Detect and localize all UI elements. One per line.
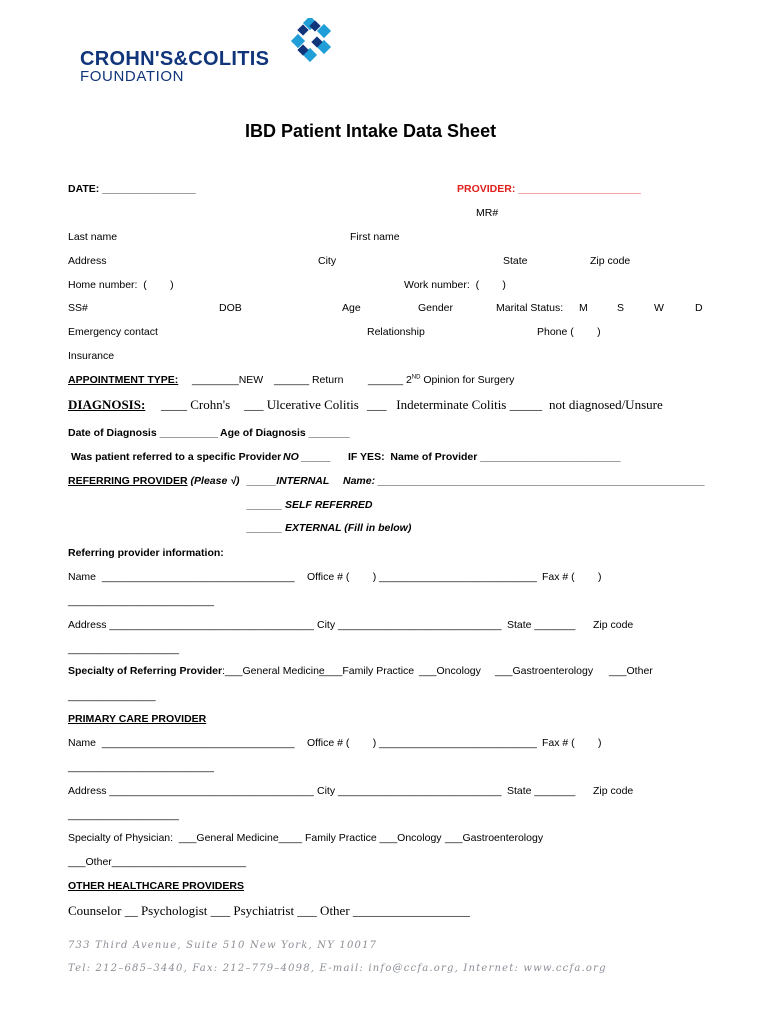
referring-specialty-gastro[interactable]: ___Gastroenterology xyxy=(495,665,594,677)
dob-field[interactable]: DOB xyxy=(219,302,242,314)
other-providers-line[interactable]: Counselor __ Psychologist ___ Psychiatrist ___ Other __________________ xyxy=(68,903,470,918)
age-of-diagnosis-field[interactable]: Age of Diagnosis _______ xyxy=(220,427,350,439)
referring-provider-label: REFERRING PROVIDER (Please √) xyxy=(68,475,240,487)
other-providers-heading: OTHER HEALTHCARE PROVIDERS xyxy=(68,880,244,892)
pcp-zip-field[interactable]: Zip code xyxy=(593,785,634,797)
appointment-return-option[interactable]: ______ Return xyxy=(274,374,344,386)
referring-specialty-general[interactable]: :___General Medicine xyxy=(222,665,325,677)
referral-name-field[interactable]: Name: ________________________________________________________ xyxy=(343,475,706,487)
referring-fax-field[interactable]: Fax # ( ) xyxy=(542,571,602,583)
if-yes-provider-field[interactable]: IF YES: Name of Provider ________________________ xyxy=(348,451,621,463)
pcp-name-field[interactable]: Name _________________________________ xyxy=(68,737,295,749)
referring-specialty-oncology[interactable]: ___Oncology xyxy=(419,665,481,677)
referring-city-field[interactable]: City ____________________________ xyxy=(317,619,502,631)
pcp-specialty-row[interactable]: Specialty of Physician: ___General Medicine____ Family Practice ___Oncology xyxy=(68,832,442,844)
phone-field[interactable]: Phone ( ) xyxy=(537,326,601,338)
emergency-contact-field[interactable]: Emergency contact xyxy=(68,326,158,338)
diagnosis-unsure-option[interactable]: not diagnosed/Unsure xyxy=(549,397,663,412)
provider-field[interactable]: PROVIDER: _____________________ xyxy=(457,183,641,195)
referring-specialty-label: Specialty of Referring Provider xyxy=(68,665,223,677)
referring-office-field[interactable]: Office # ( ) ___________________________ xyxy=(307,571,537,583)
home-number-field[interactable]: Home number: ( ) xyxy=(68,279,174,291)
logo-title: CROHN'S&COLITIS xyxy=(80,48,270,70)
appointment-second-opinion-option[interactable]: ______ 2ND Opinion for Surgery xyxy=(368,374,515,386)
pcp-blank-line[interactable]: _________________________ xyxy=(68,761,214,773)
diagnosis-label: DIAGNOSIS: xyxy=(68,397,146,412)
date-field[interactable]: DATE: ________________ xyxy=(68,183,196,195)
referral-no-option[interactable]: NO _____ xyxy=(283,451,331,463)
appointment-new-option[interactable]: ________NEW xyxy=(192,374,264,386)
age-field[interactable]: Age xyxy=(342,302,361,314)
was-referred-label: Was patient referred to a specific Provider xyxy=(71,451,282,463)
work-number-field[interactable]: Work number: ( ) xyxy=(404,279,506,291)
pcp-blank-line-2[interactable]: ___________________ xyxy=(68,809,179,821)
referring-blank-line[interactable]: _________________________ xyxy=(68,595,214,607)
referring-address-field[interactable]: Address ___________________________________ xyxy=(68,619,314,631)
pcp-fax-field[interactable]: Fax # ( ) xyxy=(542,737,602,749)
marital-w-option[interactable]: W xyxy=(654,302,664,314)
first-name-field[interactable]: First name xyxy=(350,231,400,243)
marital-m-option[interactable]: M xyxy=(579,302,588,314)
pcp-address-field[interactable]: Address ___________________________________ xyxy=(68,785,314,797)
logo-mark-icon xyxy=(290,18,334,62)
referring-zip-field[interactable]: Zip code xyxy=(593,619,634,631)
primary-care-heading: PRIMARY CARE PROVIDER xyxy=(68,713,207,725)
referral-internal-option[interactable]: _____INTERNAL xyxy=(247,475,330,487)
marital-d-option[interactable]: D xyxy=(695,302,703,314)
gender-field[interactable]: Gender xyxy=(418,302,454,314)
pcp-specialty-other[interactable]: ___Other_______________________ xyxy=(68,856,247,868)
last-name-field[interactable]: Last name xyxy=(68,231,118,243)
referring-blank-line-3[interactable]: _______________ xyxy=(68,690,156,702)
referring-name-field[interactable]: Name _________________________________ xyxy=(68,571,295,583)
marital-status-label: Marital Status: xyxy=(496,302,564,314)
city-field[interactable]: City xyxy=(318,255,337,267)
ss-field[interactable]: SS# xyxy=(68,302,88,314)
state-field[interactable]: State xyxy=(503,255,528,267)
pcp-state-field[interactable]: State _______ xyxy=(507,785,576,797)
date-of-diagnosis-field[interactable]: Date of Diagnosis __________ xyxy=(68,427,218,439)
referral-self-option[interactable]: ______ SELF REFERRED xyxy=(247,499,373,511)
insurance-field[interactable]: Insurance xyxy=(68,350,115,362)
pcp-city-field[interactable]: City ____________________________ xyxy=(317,785,502,797)
diagnosis-uc-option[interactable]: ___ Ulcerative Colitis xyxy=(244,397,359,412)
address-field[interactable]: Address xyxy=(68,255,107,267)
logo-subtitle: FOUNDATION xyxy=(80,68,185,85)
marital-s-option[interactable]: S xyxy=(617,302,625,314)
please-check-hint: (Please √) xyxy=(190,475,240,487)
pcp-office-field[interactable]: Office # ( ) ___________________________ xyxy=(307,737,537,749)
mr-field[interactable]: MR# xyxy=(476,207,499,219)
referral-external-option[interactable]: ______ EXTERNAL (Fill in below) xyxy=(247,522,412,534)
referring-specialty-row xyxy=(68,665,325,677)
referring-state-field[interactable]: State _______ xyxy=(507,619,576,631)
footer-contact: Tel: 212–685–3440, Fax: 212–779–4098, E-mail: info@ccfa.org, Internet: www.ccfa.org xyxy=(68,963,607,974)
referring-info-heading: Referring provider information: xyxy=(68,547,224,559)
zip-field[interactable]: Zip code xyxy=(590,255,631,267)
appointment-type-label: APPOINTMENT TYPE: xyxy=(68,374,179,386)
footer-address: 733 Third Avenue, Suite 510 New York, NY 10017 xyxy=(68,940,378,951)
referring-specialty-family[interactable]: ____Family Practice xyxy=(319,665,415,677)
referring-specialty-other[interactable]: ___Other xyxy=(609,665,653,677)
page-title: IBD Patient Intake Data Sheet xyxy=(245,121,497,141)
relationship-field[interactable]: Relationship xyxy=(367,326,425,338)
diagnosis-indeterminate-option[interactable]: ___ Indeterminate Colitis _____ xyxy=(367,397,543,412)
diagnosis-crohns-option[interactable]: ____ Crohn's xyxy=(161,397,231,412)
pcp-specialty-gastro[interactable]: ___Gastroenterology xyxy=(445,832,544,844)
referring-blank-line-2[interactable]: ___________________ xyxy=(68,643,179,655)
